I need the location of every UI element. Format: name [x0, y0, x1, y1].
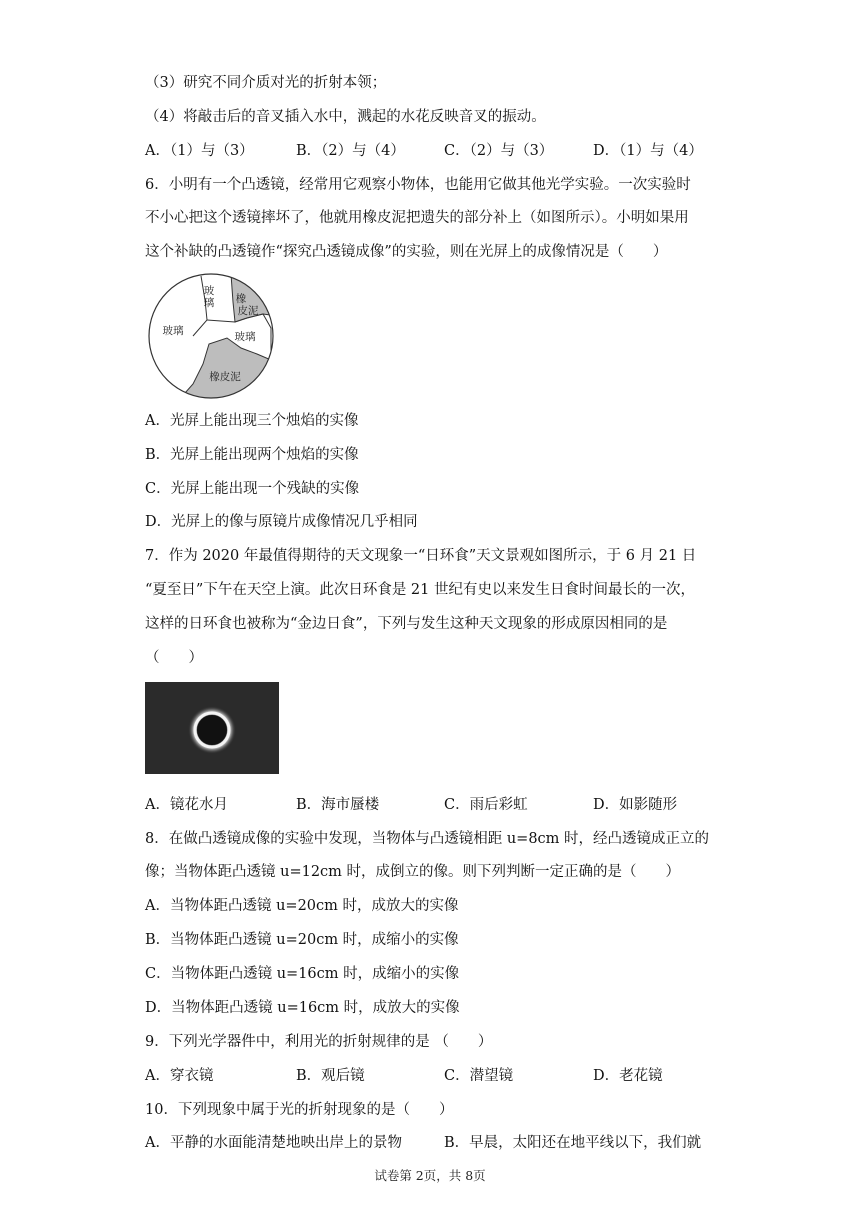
q7-stem-line-1: 7．作为 2020 年最值得期待的天文现象一“日环食”天文景观如图所示，于 6 月 21 日: [145, 548, 697, 564]
q9-stem: 9．下列光学器件中，利用光的折射规律的是 （ ）: [145, 1034, 493, 1050]
q5-option-b: B．（2）与（4）: [296, 143, 405, 159]
q6-option-b: B．光屏上能出现两个烛焰的实像: [145, 447, 359, 463]
q8-option-d: D．当物体距凸透镜 u=16cm 时，成放大的实像: [145, 1000, 460, 1016]
label-rubber-top-1: 橡: [235, 293, 247, 305]
label-rubber-top-2: 皮泥: [237, 305, 259, 317]
q9-option-c: C．潜望镜: [444, 1068, 514, 1084]
q5-option-d: D．（1）与（4）: [593, 143, 703, 159]
q7-stem-line-4: （ ）: [145, 650, 203, 666]
q5-item-3: （3）研究不同介质对光的折射本领；: [145, 75, 387, 91]
q8-option-c: C．当物体距凸透镜 u=16cm 时，成缩小的实像: [145, 966, 460, 982]
q6-option-c: C．光屏上能出现一个残缺的实像: [145, 481, 360, 497]
label-glass-right: 玻璃: [234, 331, 256, 343]
q10-stem: 10．下列现象中属于光的折射现象的是（ ）: [145, 1102, 454, 1118]
q6-stem-line-1: 6．小明有一个凸透镜，经常用它观察小物体，也能用它做其他光学实验。一次实验时: [145, 177, 691, 193]
q7-option-d: D．如影随形: [593, 797, 678, 813]
q5-item-4: （4）将敲击后的音叉插入水中，溅起的水花反映音叉的振动。: [145, 109, 546, 125]
q6-option-d: D．光屏上的像与原镜片成像情况几乎相同: [145, 514, 418, 530]
q8-option-a: A．当物体距凸透镜 u=20cm 时，成放大的实像: [145, 898, 459, 914]
q6-stem-line-2: 不小心把这个透镜摔坏了，他就用橡皮泥把遗失的部分补上（如图所示）。小明如果用: [145, 210, 689, 226]
q7-option-a: A．镜花水月: [145, 797, 228, 813]
q9-option-b: B．观后镜: [296, 1068, 365, 1084]
q6-stem-line-3: 这个补缺的凸透镜作“探究凸透镜成像”的实验，则在光屏上的成像情况是（ ）: [145, 244, 668, 260]
q7-stem-line-3: 这样的日环食也被称为“金边日食”，下列与发生这种天文现象的形成原因相同的是: [145, 616, 668, 632]
q7-option-c: C．雨后彩虹: [444, 797, 528, 813]
q8-stem-line-1: 8．在做凸透镜成像的实验中发现，当物体与凸透镜相距 u=8cm 时，经凸透镜成正立的: [145, 831, 710, 847]
q5-option-c: C．（2）与（3）: [444, 143, 554, 159]
q10-option-b: B．早晨，太阳还在地平线以下，我们就: [444, 1135, 702, 1151]
q8-option-b: B．当物体距凸透镜 u=20cm 时，成缩小的实像: [145, 932, 459, 948]
q7-option-b: B．海市蜃楼: [296, 797, 380, 813]
q9-option-d: D．老花镜: [593, 1068, 663, 1084]
broken-lens-figure: [145, 272, 280, 402]
q9-option-a: A．穿衣镜: [145, 1068, 214, 1084]
q6-option-a: A．光屏上能出现三个烛焰的实像: [145, 413, 359, 429]
q7-stem-line-2: “夏至日”下午在天空上演。此次日环食是 21 世纪有史以来发生日食时间最长的一次，: [145, 582, 695, 598]
q5-option-a: A．（1）与（3）: [145, 143, 254, 159]
q8-stem-line-2: 像；当物体距凸透镜 u=12cm 时，成倒立的像。则下列判断一定正确的是（ ）: [145, 864, 681, 880]
q10-option-a: A．平静的水面能清楚地映出岸上的景物: [145, 1135, 402, 1151]
label-glass-top-2: 璃: [203, 297, 215, 309]
solar-eclipse-photo: [145, 682, 279, 774]
label-glass-left: 玻璃: [162, 325, 184, 337]
label-glass-top-1: 玻: [203, 285, 215, 297]
page-footer: 试卷第 2页，共 8页: [374, 1168, 486, 1183]
label-rubber-bottom: 橡皮泥: [209, 371, 241, 383]
